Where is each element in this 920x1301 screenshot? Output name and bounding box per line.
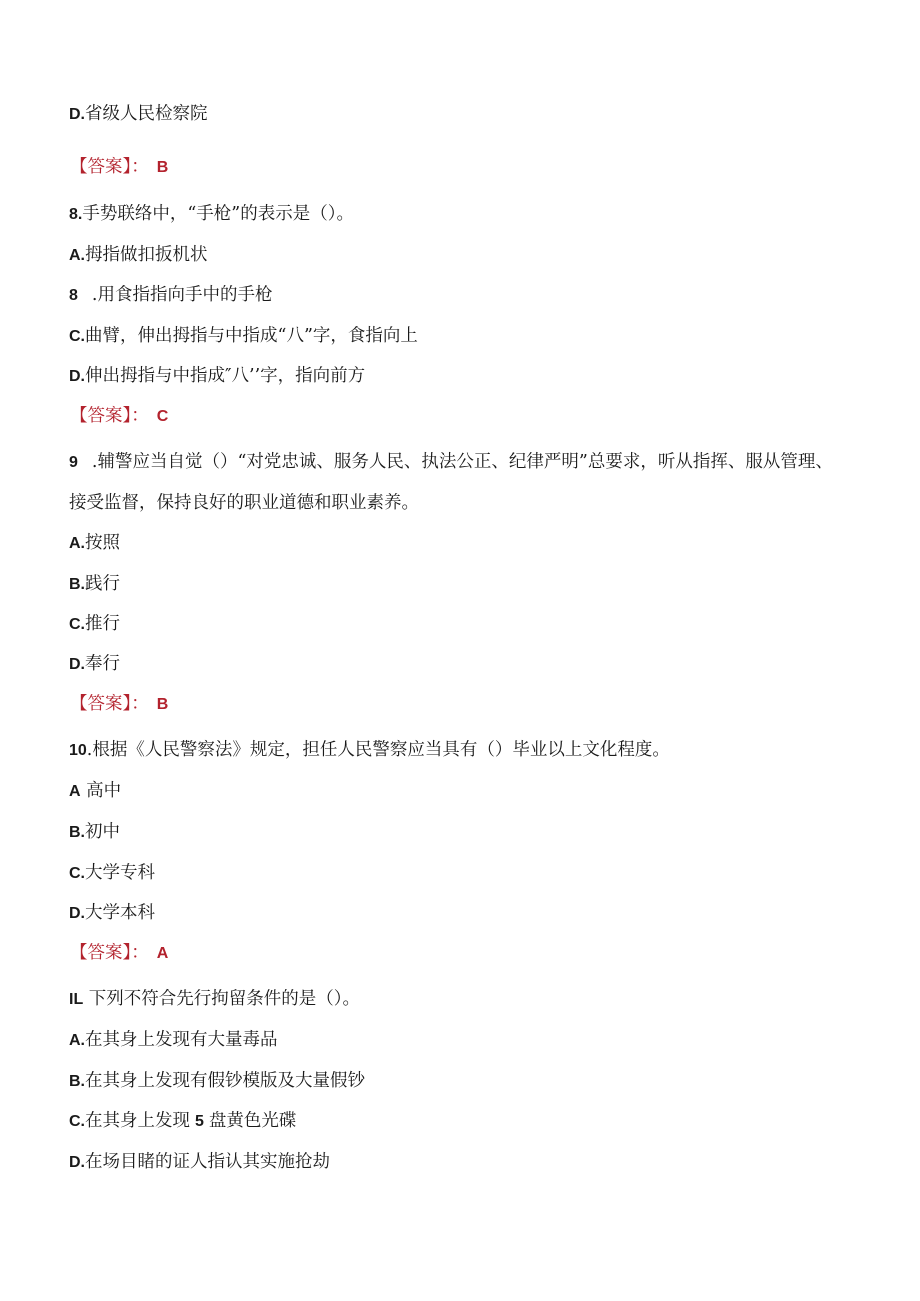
option-text: 高中 (80, 781, 122, 801)
option-d-line (69, 364, 365, 388)
option-a-line (69, 243, 208, 267)
option-text: 在其身上发现有大量毒品 (85, 1030, 278, 1050)
option-d-line (69, 652, 120, 676)
option-text: 伸出拇指与中指成″八’’字，指向前方 (85, 366, 366, 386)
option-c-line (69, 861, 155, 885)
option-number: 5 (195, 1113, 204, 1130)
option-label: B. (69, 824, 85, 841)
answer-line (70, 692, 168, 716)
option-b-line (69, 572, 120, 596)
option-label: D. (69, 656, 85, 673)
question-number: 10 (69, 742, 87, 759)
option-b-line (69, 1069, 365, 1093)
option-d-line (69, 901, 155, 925)
option-text: .用食指指向手中的手枪 (91, 285, 273, 305)
option-text: 省级人民检察院 (85, 104, 208, 124)
option-text: 按照 (85, 533, 120, 553)
option-c-line (69, 1109, 296, 1133)
option-c-line (69, 324, 418, 348)
answer-value: A (156, 945, 169, 962)
option-label: 8 (69, 287, 78, 304)
option-label: C. (69, 1113, 85, 1130)
option-d-line (69, 102, 208, 126)
answer-heading: 【答案】： (70, 406, 149, 426)
option-text: 曲臂，伸出拇指与中指成“八”字，食指向上 (85, 326, 418, 346)
answer-value: C (156, 408, 169, 425)
question-number: 8. (69, 206, 83, 223)
option-label: A. (69, 247, 85, 264)
option-label: A. (69, 535, 85, 552)
answer-heading: 【答案】： (70, 157, 149, 177)
answer-value: B (156, 159, 169, 176)
option-b-line (69, 283, 272, 307)
option-text-continued: 盘黄色光碟 (208, 1111, 297, 1131)
option-text: 在场目睹的证人指认其实施抢劫 (85, 1152, 330, 1172)
question-10 (69, 738, 670, 762)
option-label: D. (69, 106, 85, 123)
option-label: D. (69, 1154, 85, 1171)
option-label: C. (69, 616, 85, 633)
question-text: .根据《人民警察法》规定，担任人民警察应当具有（）毕业以上文化程度。 (86, 740, 670, 760)
question-text: .辅警应当自觉（）“对党忠诚、服务人民、执法公正、纪律严明”总要求，听从指挥、服从管理、接受监督，保持良好的职业道德和职业素养。 (69, 452, 833, 513)
answer-heading: 【答案】： (70, 943, 149, 963)
option-text: 在其身上发现 (85, 1111, 190, 1131)
option-d-line (69, 1150, 330, 1174)
option-text: 在其身上发现有假钞模版及大量假钞 (85, 1071, 365, 1091)
answer-heading: 【答案】： (70, 694, 149, 714)
option-label: D. (69, 368, 85, 385)
option-a-line (69, 531, 120, 555)
answer-line (70, 941, 168, 965)
option-label: D. (69, 905, 85, 922)
question-text: 下列不符合先行拘留条件的是（）。 (83, 989, 361, 1009)
question-number: 9 (69, 454, 78, 471)
option-text: 奉行 (85, 654, 120, 674)
question-number: IL (69, 991, 84, 1008)
answer-line (70, 404, 168, 428)
option-a-line (69, 1028, 278, 1052)
option-text: 推行 (85, 614, 120, 634)
option-a-line (69, 779, 121, 803)
option-label: A (69, 783, 81, 800)
option-label: A. (69, 1032, 85, 1049)
option-text: 拇指做扣扳机状 (85, 245, 208, 265)
option-label: B. (69, 576, 85, 593)
answer-line (70, 155, 168, 179)
option-label: C. (69, 865, 85, 882)
option-text: 大学本科 (85, 903, 155, 923)
option-text: 初中 (85, 822, 120, 842)
question-9 (69, 442, 849, 523)
option-label: B. (69, 1073, 85, 1090)
question-8 (69, 202, 354, 226)
option-c-line (69, 612, 120, 636)
option-text: 践行 (85, 574, 120, 594)
answer-value: B (156, 696, 169, 713)
option-label: C. (69, 328, 85, 345)
option-b-line (69, 820, 120, 844)
option-text: 大学专科 (85, 863, 155, 883)
question-11 (69, 987, 360, 1011)
question-text: 手势联络中，“手枪”的表示是（）。 (82, 204, 354, 224)
